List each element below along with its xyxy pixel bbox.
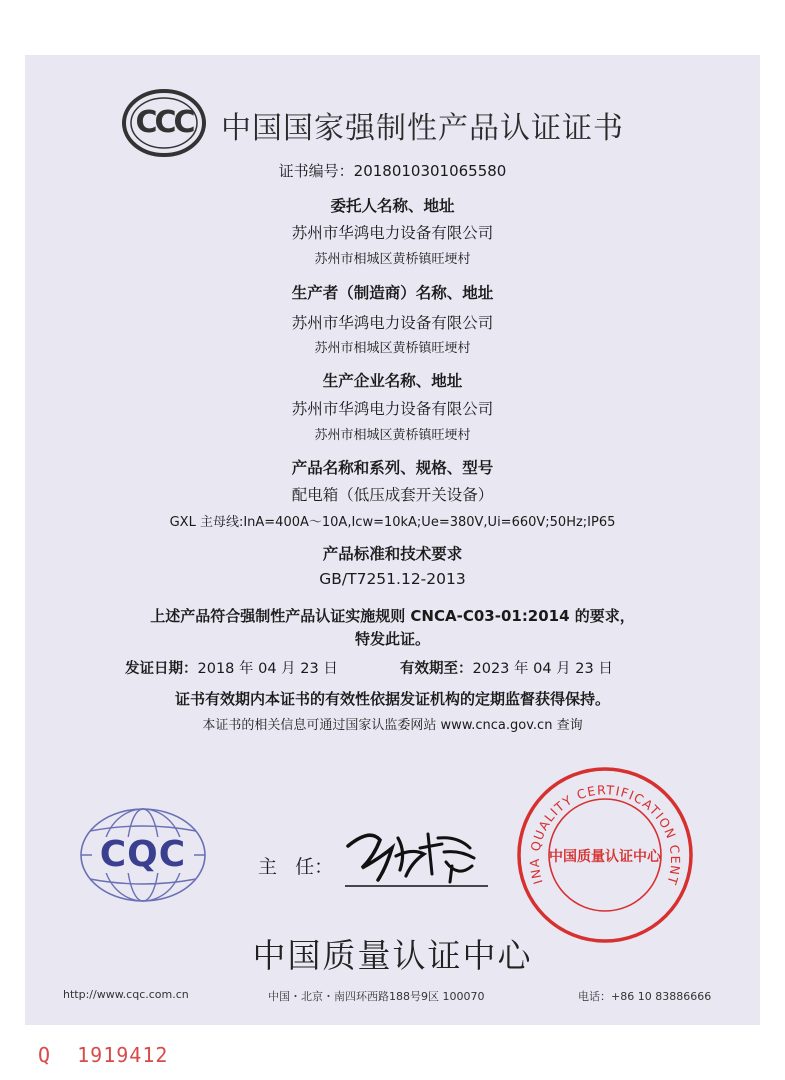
issue-date: 2018 年 04 月 23 日 bbox=[197, 661, 338, 677]
factory-name: 苏州市华鸿电力设备有限公司 bbox=[291, 400, 494, 418]
issue-date-row bbox=[125, 657, 338, 678]
statement-line-1: 上述产品符合强制性产品认证实施规则 CNCA-C03-01:2014 的要求， bbox=[150, 607, 635, 625]
statement-line-2: 特发此证。 bbox=[354, 630, 430, 648]
director-label: 主 任： bbox=[258, 856, 334, 878]
issue-date-label: 发证日期： bbox=[125, 661, 198, 677]
standard-heading: 产品标准和技术要求 bbox=[322, 545, 463, 563]
certificate-number-label: 证书编号： bbox=[278, 162, 354, 180]
query-note: 本证书的相关信息可通过国家认监委网站 www.cnca.gov.cn 查询 bbox=[202, 718, 583, 733]
seal-outer-text: INA QUALITY CERTIFICATION CENT bbox=[526, 782, 684, 888]
validity-note: 证书有效期内本证书的有效性依据发证机构的定期监督获得保持。 bbox=[174, 690, 610, 708]
cqc-logo-text: CQC bbox=[99, 834, 187, 875]
standard-value: GB/T7251.12-2013 bbox=[319, 570, 466, 588]
product-spec: GXL 主母线:InA=400A～10A,Icw=10kA;Ue=380V,Ui=660V;50Hz;IP65 bbox=[169, 515, 616, 530]
ccc-logo-text: CCC bbox=[135, 105, 193, 140]
certificate-number-row bbox=[0, 160, 785, 181]
footer-phone: 电话：+86 10 83886666 bbox=[578, 990, 712, 1003]
footer-url: http://www.cqc.com.cn bbox=[63, 988, 189, 1001]
entrust-name: 苏州市华鸿电力设备有限公司 bbox=[291, 224, 494, 242]
footer-address: 中国・北京・南四环西路188号9区 100070 bbox=[268, 990, 485, 1003]
serial-number: Q 1919412 bbox=[38, 1043, 169, 1067]
entrust-address: 苏州市相城区黄桥镇旺埂村 bbox=[314, 252, 471, 267]
maker-address: 苏州市相城区黄桥镇旺埂村 bbox=[314, 341, 471, 356]
certificate-number: 2018010301065580 bbox=[353, 162, 507, 180]
official-seal bbox=[515, 765, 695, 945]
certificate-title: 中国国家强制性产品认证证书 bbox=[221, 111, 624, 146]
entrust-heading: 委托人名称、地址 bbox=[330, 197, 455, 215]
product-heading: 产品名称和系列、规格、型号 bbox=[291, 459, 494, 477]
issuer-name: 中国质量认证中心 bbox=[252, 936, 533, 975]
seal-inner-text: 中国质量认证中心 bbox=[549, 849, 661, 865]
expiry-date-label: 有效期至： bbox=[400, 661, 473, 677]
product-name: 配电箱（低压成套开关设备） bbox=[291, 486, 494, 504]
expiry-date-row bbox=[400, 657, 613, 678]
maker-heading: 生产者（制造商）名称、地址 bbox=[291, 284, 494, 302]
expiry-date: 2023 年 04 月 23 日 bbox=[472, 661, 613, 677]
factory-heading: 生产企业名称、地址 bbox=[322, 372, 463, 390]
director-signature bbox=[340, 818, 490, 893]
factory-address: 苏州市相城区黄桥镇旺埂村 bbox=[314, 428, 471, 443]
svg-text:CHINA QUALITY CERTIFICATION CE bbox=[515, 765, 683, 887]
maker-name: 苏州市华鸿电力设备有限公司 bbox=[291, 314, 494, 332]
cqc-logo bbox=[78, 805, 208, 905]
